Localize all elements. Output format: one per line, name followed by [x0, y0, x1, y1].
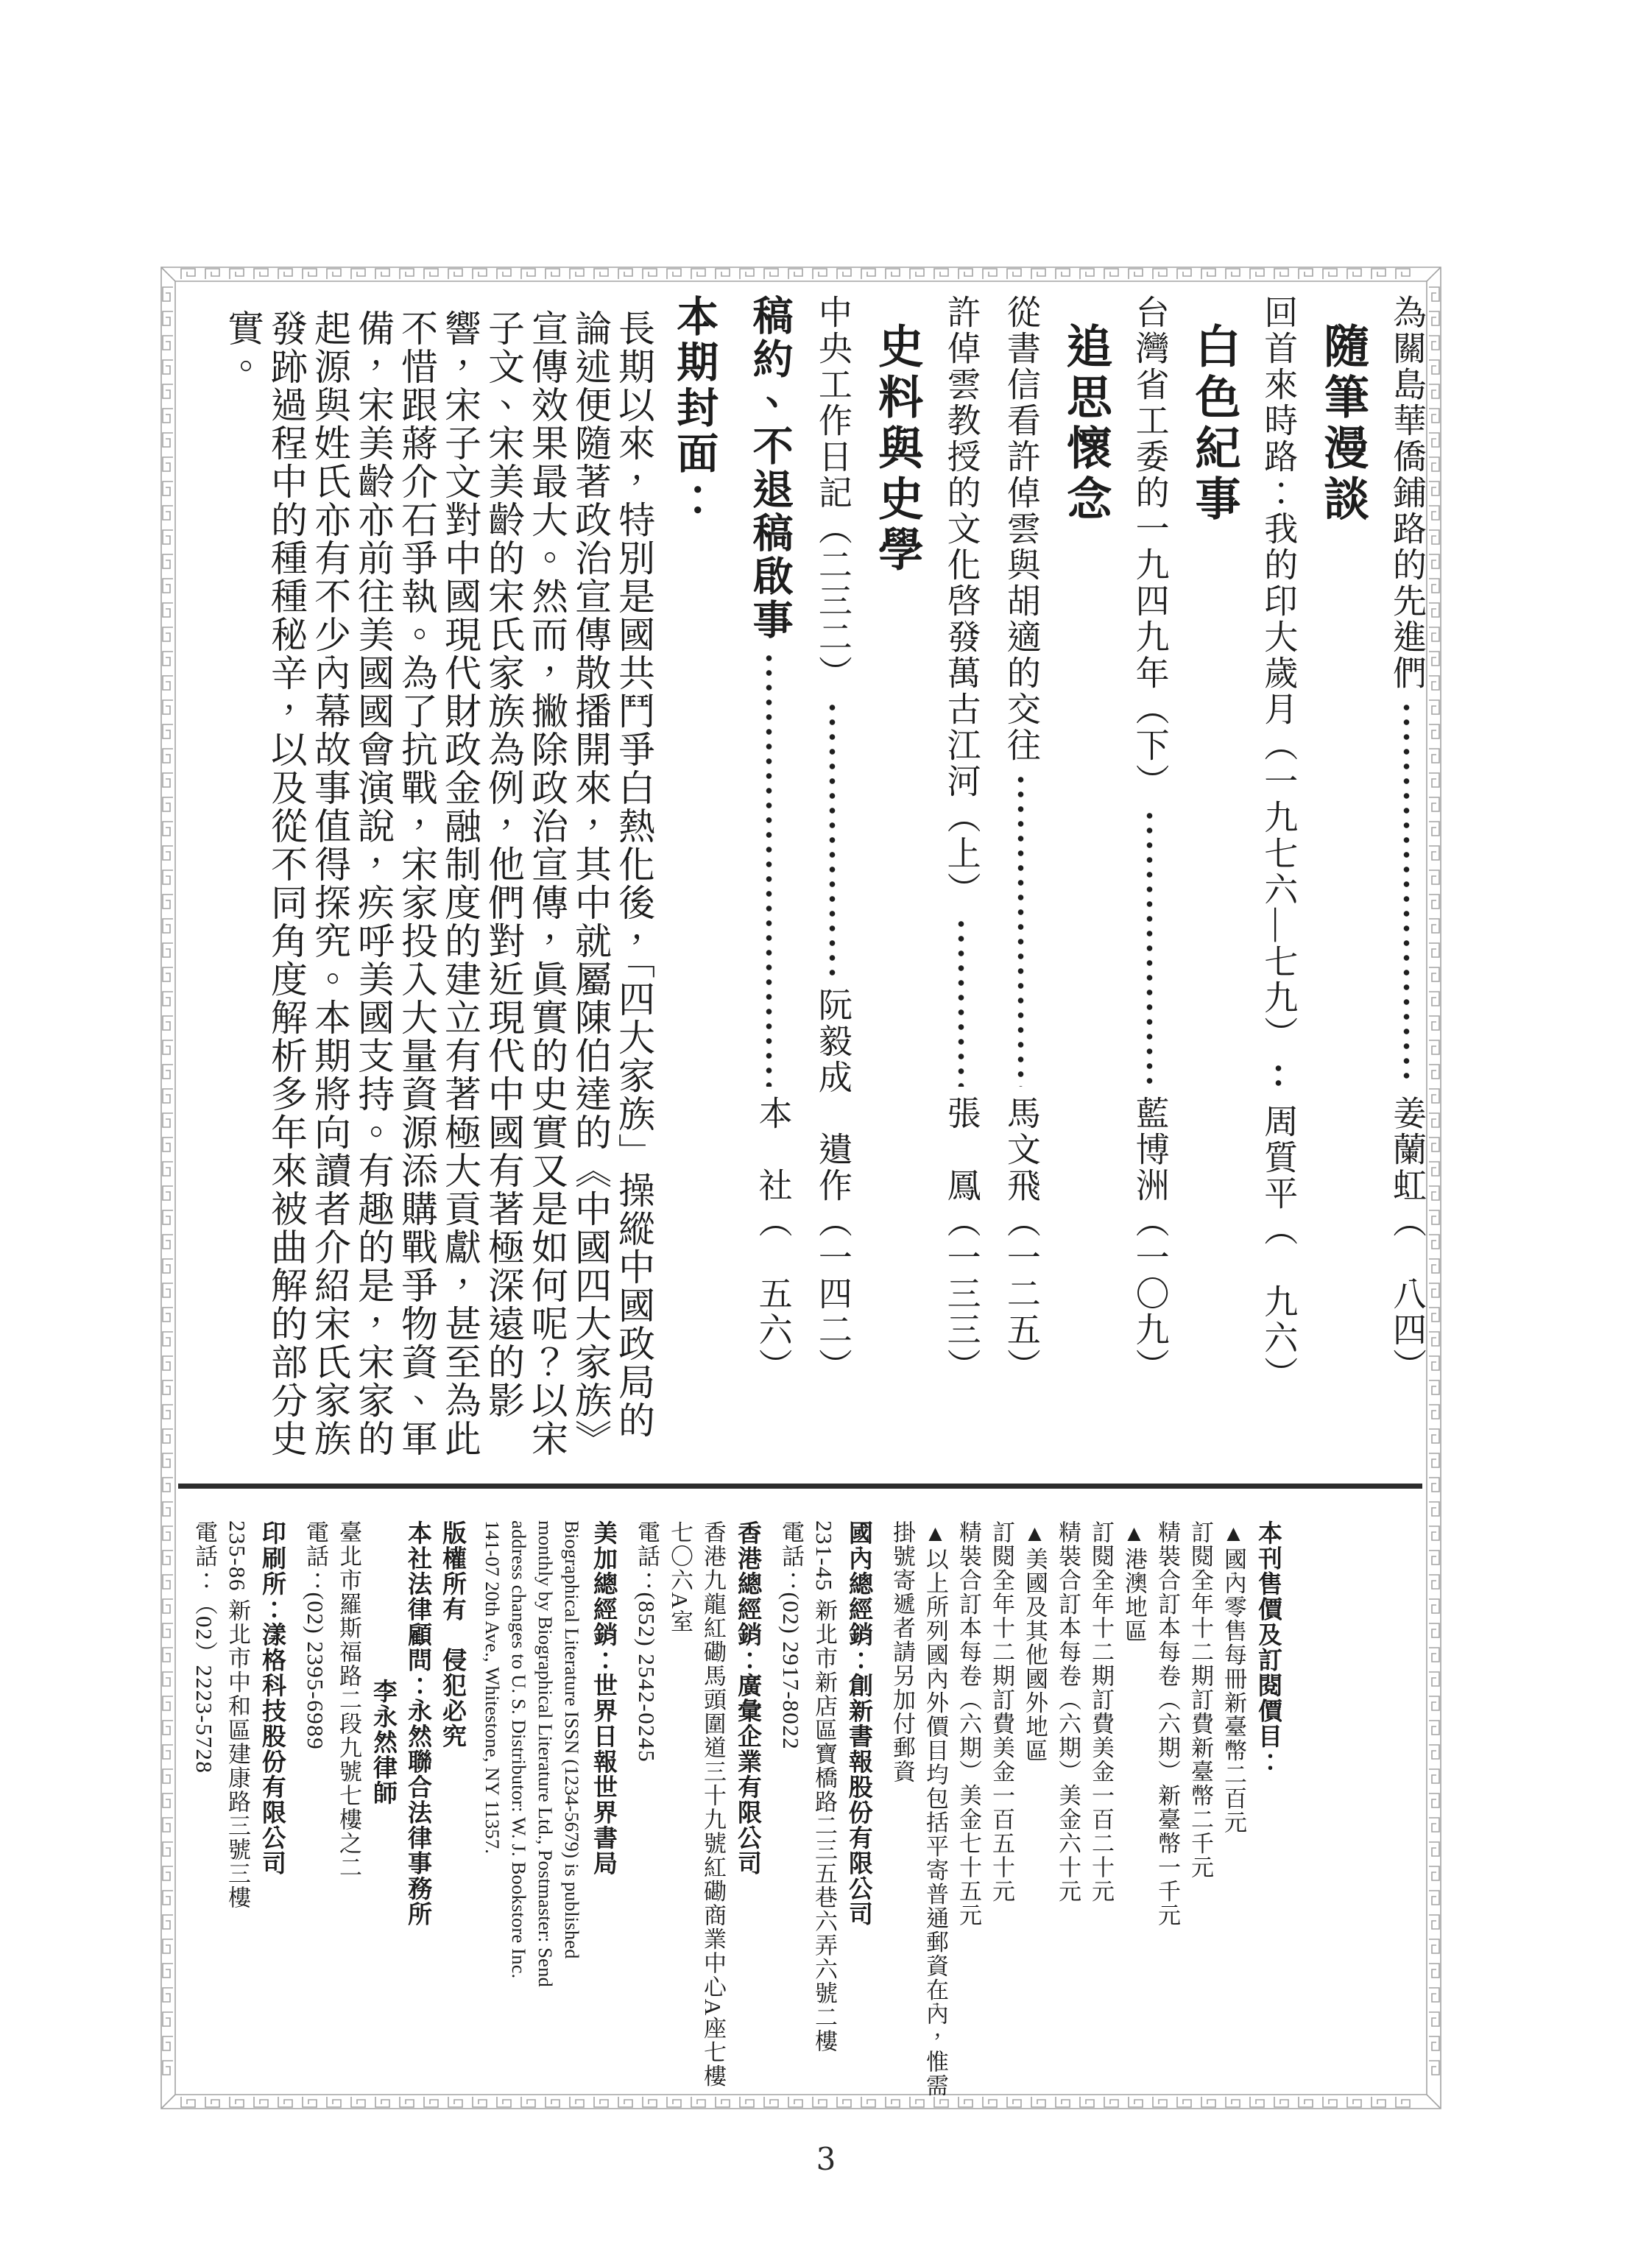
- imprint-column: 141-07 20th Ave., Whitestone, NY 11357.: [481, 1520, 504, 1855]
- section-heading: 白色紀事: [1188, 322, 1239, 526]
- cover-heading: 本期封面：: [670, 294, 717, 523]
- toc-entry-author: 阮毅成 遺作: [813, 987, 852, 1204]
- imprint-column: 印刷所：漾格科技股份有限公司: [258, 1520, 285, 1876]
- imprint-column: 國內總經銷：創新書報股份有限公司: [845, 1520, 872, 1927]
- toc-entry-page: （ 八四）: [1388, 1204, 1426, 1384]
- toc-entry-page: （ 九六）: [1260, 1212, 1298, 1392]
- imprint-column: 231-45 新北市新店區寶橋路二三五巷六弄六號二樓: [811, 1520, 837, 2053]
- section-heading: 隨筆漫談: [1316, 322, 1367, 526]
- toc-entry-author: 本 社: [754, 1096, 792, 1204]
- imprint-column: 精裝合訂本每卷（六期）美金七十五元: [956, 1520, 981, 1927]
- imprint-column: 香港總經銷：廣彙企業有限公司: [734, 1520, 760, 1876]
- imprint-column: ▲國內零售每冊新臺幣二百元: [1221, 1520, 1246, 1835]
- section-heading: 史料與史學: [871, 322, 922, 576]
- toc-entry-author: 張 鳳: [942, 1096, 981, 1204]
- toc-entry-title: 稿約、不退稿啟事: [746, 294, 792, 642]
- toc-entry: [745, 294, 793, 1384]
- page-number: 3: [816, 2141, 836, 2177]
- toc-entry-page: （一〇九）: [1131, 1204, 1169, 1384]
- cover-description: 長期以來，特別是國共鬥爭白熱化後，「四大家族」操縱中國政局的論述便隨著政治宣傳散播開來，其中就屬陳伯達的《中國四大家族》宣傳效果最大。然而，撇除政治宣傳，眞實的史實又是如何呢？以宋子文、宋美齡的宋氏家族為例，他們對近現代中國有著極深遠的影響，宋子文對中國現代財政金融制度的建立有著極大貢獻，甚至為此不惜跟蔣介石爭執。為了抗戰，宋家投入大量資源添購戰爭物資、軍備，宋美齡亦前往美國國會演說，疾呼美國支持。有趣的是，宋家的起源與姓氏亦有不少內幕故事值得探究。本期將向讀者介紹宋氏家族發跡過程中的種種秘辛，以及從不同角度解析多年來被曲解的部分史實。: [222, 309, 654, 1458]
- imprint-column: 電話：(852) 2542-0245: [634, 1520, 660, 1763]
- imprint-column: Biographical Literature ISSN (1234-5679) is published: [561, 1520, 583, 1959]
- imprint-column: 李永然律師: [370, 1679, 396, 1806]
- page-content: [177, 286, 1428, 2104]
- imprint-column: address changes to U. S. Distributor: W. J. Bookstore Inc.: [508, 1520, 530, 1979]
- imprint-column: 精裝合訂本每卷（六期）美金六十元: [1055, 1520, 1081, 1903]
- dotted-leader-icon: [1017, 772, 1024, 1087]
- separator-line: [178, 1484, 1422, 1489]
- toc-entry: [1387, 294, 1427, 1384]
- toc-entry: [813, 294, 853, 1384]
- imprint-block: [188, 1520, 1285, 2113]
- imprint-column: 訂閱全年十二期訂費美金一百二十元: [1088, 1520, 1114, 1903]
- toc-entry-title: 台灣省工委的一九四九年（下）: [1131, 294, 1169, 800]
- imprint-column: 七〇六A室: [667, 1520, 693, 1634]
- toc-entry: [1001, 294, 1041, 1384]
- imprint-column: 電話：(02) 2917-8022: [778, 1520, 804, 1751]
- imprint-column: 臺北市羅斯福路二段九號七樓之二: [336, 1520, 361, 1880]
- toc-entry-author: 馬文飛: [1002, 1096, 1040, 1204]
- toc-entry-title: 許倬雲教授的文化啓發萬古江河（上）: [942, 294, 981, 908]
- toc-entry-author: 姜蘭虹: [1388, 1096, 1426, 1204]
- dotted-leader-icon: [766, 651, 772, 1087]
- toc-entry-title: 回首來時路：我的印大歲月（一九七六—七九）: [1260, 294, 1298, 1052]
- dotted-leader-icon: [829, 700, 836, 978]
- imprint-column: 本刊售價及訂閱價目：: [1254, 1520, 1281, 1774]
- imprint-column: 本社法律顧問：永然聯合法律事務所: [404, 1520, 431, 1927]
- imprint-column: ▲以上所列國內外價目均包括平寄普通郵資在內，惟需: [922, 1520, 948, 2098]
- toc-entry-title: 為關島華僑鋪路的先進們: [1388, 294, 1426, 691]
- imprint-column: 235-86 新北市中和區建康路三號三樓: [225, 1520, 250, 1910]
- toc-entry-title: 中央工作日記（二三二）: [813, 294, 852, 691]
- imprint-column: 香港九龍紅磡馬頭圍道三十九號紅磡商業中心A座七樓: [700, 1520, 726, 2089]
- dotted-leader-icon: [1275, 1061, 1282, 1095]
- toc-list: [221, 294, 1427, 1472]
- dotted-leader-icon: [1146, 808, 1153, 1087]
- imprint-column: 精裝合訂本每卷（六期）新臺幣一千元: [1154, 1520, 1180, 1927]
- toc-entry-page: （ 五六）: [754, 1204, 792, 1384]
- imprint-column: 掛號寄遞者請另加付郵資: [889, 1520, 915, 1784]
- imprint-column: monthly by Biographical Literature Ltd., Postmaster: Send: [534, 1520, 557, 1988]
- dotted-leader-icon: [1403, 700, 1410, 1087]
- imprint-column: 美加總經銷：世界日報世界書局: [590, 1520, 616, 1876]
- toc-entry: [1258, 294, 1298, 1392]
- imprint-column: 訂閱全年十二期訂費新臺幣二千元: [1187, 1520, 1213, 1880]
- imprint-column: ▲美國及其他國外地區: [1022, 1520, 1048, 1763]
- toc-entry-title: 從書信看許倬雲與胡適的交往: [1002, 294, 1040, 763]
- imprint-column: ▲港澳地區: [1121, 1520, 1147, 1643]
- imprint-column: 電話：（02）2223-5728: [191, 1520, 217, 1774]
- section-heading: 追思懷念: [1059, 322, 1110, 526]
- toc-entry-page: （一三三）: [942, 1204, 981, 1384]
- imprint-column: 訂閱全年十二期訂費美金一百五十元: [989, 1520, 1014, 1903]
- dotted-leader-icon: [958, 917, 964, 1087]
- toc-entry-author: 周質平: [1260, 1104, 1298, 1212]
- toc-entry-author: 藍博洲: [1131, 1096, 1169, 1204]
- imprint-column: 電話：(02) 2395-6989: [303, 1520, 328, 1751]
- toc-entry-page: （一四二）: [813, 1204, 852, 1384]
- toc-entry-page: （一二五）: [1002, 1204, 1040, 1384]
- imprint-column: 版權所有 侵犯必究: [439, 1520, 465, 1749]
- toc-entry: [941, 294, 981, 1384]
- toc-entry: [1129, 294, 1169, 1384]
